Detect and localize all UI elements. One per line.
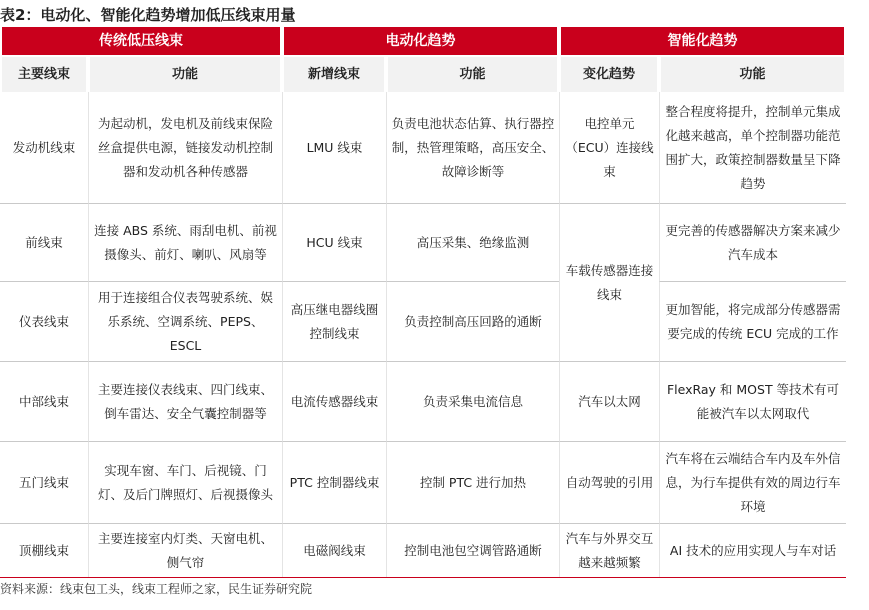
header-main-harness: 主要线束 xyxy=(0,55,88,92)
cell-new: 电流传感器线束 xyxy=(282,361,386,441)
cell-new-function: 控制电池包空调管路通断 xyxy=(386,523,559,578)
footer-divider xyxy=(0,577,846,578)
harness-table xyxy=(0,27,846,578)
cell-main-function: 连接 ABS 系统、雨刮电机、前视摄像头、前灯、喇叭、风扇等 xyxy=(88,203,282,281)
cell-main: 发动机线束 xyxy=(0,92,88,203)
cell-trend-function: 更完善的传感器解决方案来减少汽车成本 xyxy=(659,203,846,281)
header-function: 功能 xyxy=(386,55,559,92)
cell-trend: 车载传感器连接线束 xyxy=(559,203,659,361)
cell-trend: 汽车与外界交互越来越频繁 xyxy=(559,523,659,578)
cell-new: 电磁阀线束 xyxy=(282,523,386,578)
cell-trend-function: 更加智能，将完成部分传感器需要完成的传统 ECU 完成的工作 xyxy=(659,281,846,361)
cell-main: 前线束 xyxy=(0,203,88,281)
table-row xyxy=(0,441,846,523)
cell-main-function: 为起动机，发电机及前线束保险丝盒提供电源，链接发动机控制器和发动机各种传感器 xyxy=(88,92,282,203)
cell-new: PTC 控制器线束 xyxy=(282,441,386,523)
cell-trend-function: FlexRay 和 MOST 等技术有可能被汽车以太网取代 xyxy=(659,361,846,441)
table-row xyxy=(0,203,846,281)
header-function: 功能 xyxy=(659,55,846,92)
cell-main-function: 主要连接仪表线束、四门线束、倒车雷达、安全气囊控制器等 xyxy=(88,361,282,441)
table-title: 表2：电动化、智能化趋势增加低压线束用量 xyxy=(0,6,296,24)
header-trend: 变化趋势 xyxy=(559,55,659,92)
group-intelligence: 智能化趋势 xyxy=(559,27,846,55)
cell-new-function: 高压采集、绝缘监测 xyxy=(386,203,559,281)
cell-new-function: 负责采集电流信息 xyxy=(386,361,559,441)
source-note: 资料来源：线束包工头，线束工程师之家，民生证券研究院 xyxy=(0,582,313,596)
cell-new: LMU 线束 xyxy=(282,92,386,203)
cell-main: 中部线束 xyxy=(0,361,88,441)
cell-main-function: 用于连接组合仪表驾驶系统、娱乐系统、空调系统、PEPS、ESCL xyxy=(88,281,282,361)
cell-trend-function: 汽车将在云端结合车内及车外信息，为行车提供有效的周边行车环境 xyxy=(659,441,846,523)
cell-new-function: 负责电池状态估算、执行器控制，热管理策略，高压安全、故障诊断等 xyxy=(386,92,559,203)
table-row xyxy=(0,361,846,441)
table-row xyxy=(0,92,846,203)
cell-trend: 汽车以太网 xyxy=(559,361,659,441)
cell-trend: 自动驾驶的引用 xyxy=(559,441,659,523)
cell-main-function: 实现车窗、车门、后视镜、门灯、及后门牌照灯、后视摄像头 xyxy=(88,441,282,523)
group-electrification: 电动化趋势 xyxy=(282,27,559,55)
table-row xyxy=(0,523,846,578)
cell-trend: 电控单元（ECU）连接线束 xyxy=(559,92,659,203)
group-traditional: 传统低压线束 xyxy=(0,27,282,55)
cell-main: 五门线束 xyxy=(0,441,88,523)
cell-main-function: 主要连接室内灯类、天窗电机、侧气帘 xyxy=(88,523,282,578)
cell-new: 高压继电器线圈控制线束 xyxy=(282,281,386,361)
header-function: 功能 xyxy=(88,55,282,92)
table-row xyxy=(0,281,846,361)
cell-new-function: 负责控制高压回路的通断 xyxy=(386,281,559,361)
header-new-harness: 新增线束 xyxy=(282,55,386,92)
cell-new-function: 控制 PTC 进行加热 xyxy=(386,441,559,523)
cell-trend-function: AI 技术的应用实现人与车对话 xyxy=(659,523,846,578)
cell-main: 顶棚线束 xyxy=(0,523,88,578)
cell-new: HCU 线束 xyxy=(282,203,386,281)
cell-trend-function: 整合程度将提升，控制单元集成化越来越高，单个控制器功能范围扩大，政策控制器数量呈下降趋势 xyxy=(659,92,846,203)
cell-main: 仪表线束 xyxy=(0,281,88,361)
